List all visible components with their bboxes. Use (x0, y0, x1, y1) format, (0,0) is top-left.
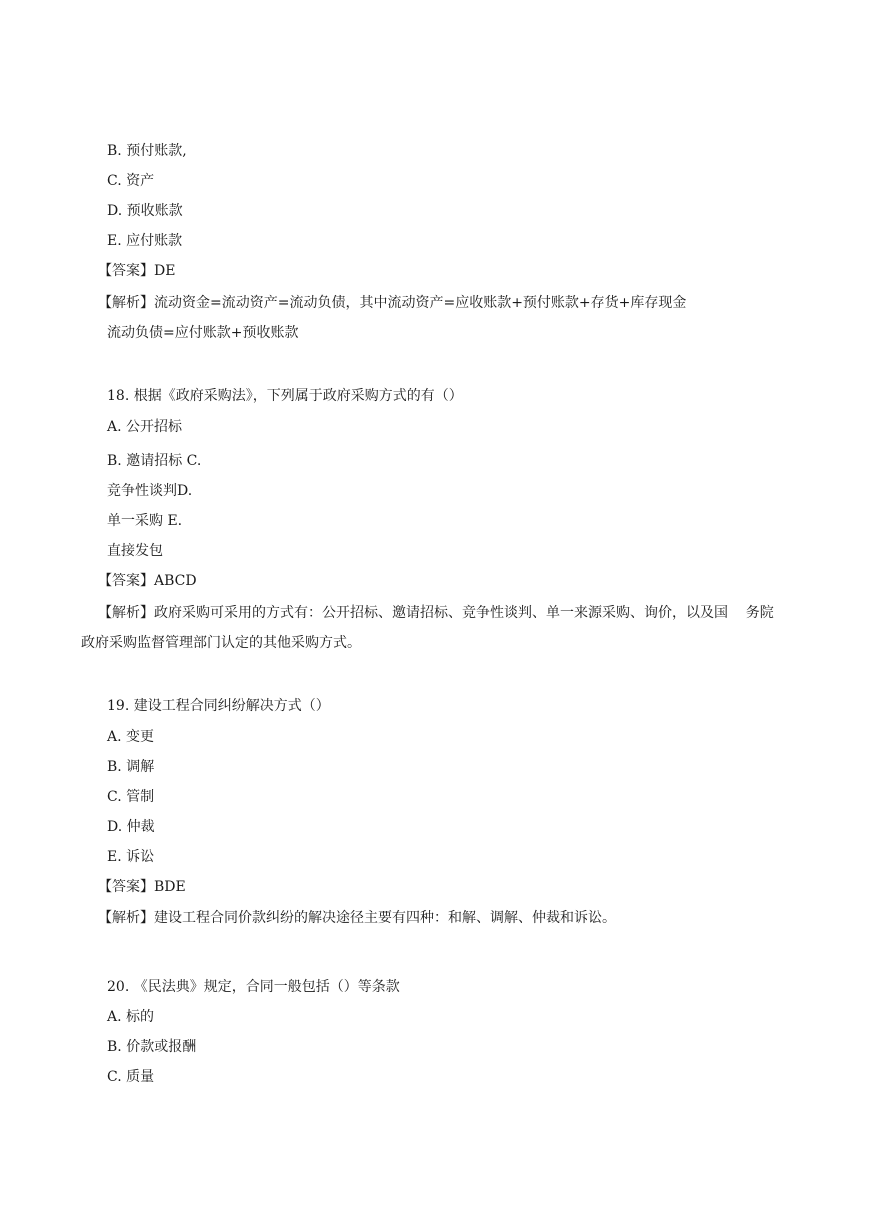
q19-question: 19. 建设工程合同纠纷解决方式（） (107, 698, 330, 714)
q20-option-b: B. 价款或报酬 (107, 1039, 197, 1055)
q19-option-e: E. 诉讼 (107, 849, 155, 865)
answer-label: 【答案】 (98, 879, 154, 895)
q19-option-a: A. 变更 (107, 729, 155, 745)
q20-option-a: A. 标的 (107, 1009, 155, 1025)
q17-answer (98, 262, 175, 280)
q18-analysis (98, 604, 774, 622)
q18-analysis-continued: 政府采购监督管理部门认定的其他采购方式。 (81, 635, 361, 651)
q18-option-c-d: 竞争性谈判D. (107, 483, 193, 499)
q18-question: 18. 根据《政府采购法》，下列属于政府采购方式的有（） (107, 388, 463, 404)
q18-option-d-e: 单一采购 E. (107, 513, 183, 529)
q18-answer (98, 572, 197, 590)
q19-analysis (98, 909, 616, 927)
q20-question: 20. 《民法典》规定，合同一般包括（）等条款 (107, 979, 400, 995)
analysis-text: 政府采购可采用的方式有：公开招标、邀请招标、竞争性谈判、单一来源采购、询价，以及国 务院 (154, 605, 774, 621)
answer-label: 【答案】 (98, 573, 154, 589)
q19-option-b: B. 调解 (107, 759, 155, 775)
analysis-label: 【解析】 (98, 910, 154, 926)
q17-analysis (98, 294, 686, 312)
analysis-label: 【解析】 (98, 295, 154, 311)
q18-option-a: A. 公开招标 (107, 419, 183, 435)
analysis-label: 【解析】 (98, 605, 154, 621)
analysis-text: 流动资金=流动资产=流动负债，其中流动资产=应收账款+预付账款+存货+库存现金 (154, 295, 687, 311)
answer-value: DE (154, 263, 176, 279)
answer-value: ABCD (154, 573, 197, 589)
q19-option-c: C. 管制 (107, 789, 155, 805)
q18-option-b-c: B. 邀请招标 C. (107, 453, 202, 469)
answer-value: BDE (154, 879, 186, 895)
q17-option-c: C. 资产 (107, 173, 155, 189)
q19-answer (98, 878, 186, 896)
q17-option-e: E. 应付账款 (107, 233, 183, 249)
analysis-text: 建设工程合同价款纠纷的解决途径主要有四种：和解、调解、仲裁和诉讼。 (154, 910, 616, 926)
answer-label: 【答案】 (98, 263, 154, 279)
q17-option-d: D. 预收账款 (107, 203, 183, 219)
q19-option-d: D. 仲裁 (107, 819, 155, 835)
q17-analysis-continued: 流动负债=应付账款+预收账款 (107, 325, 299, 341)
q17-option-b: B. 预付账款, (107, 143, 187, 159)
q20-option-c: C. 质量 (107, 1069, 155, 1085)
q18-option-e-text: 直接发包 (107, 543, 163, 559)
